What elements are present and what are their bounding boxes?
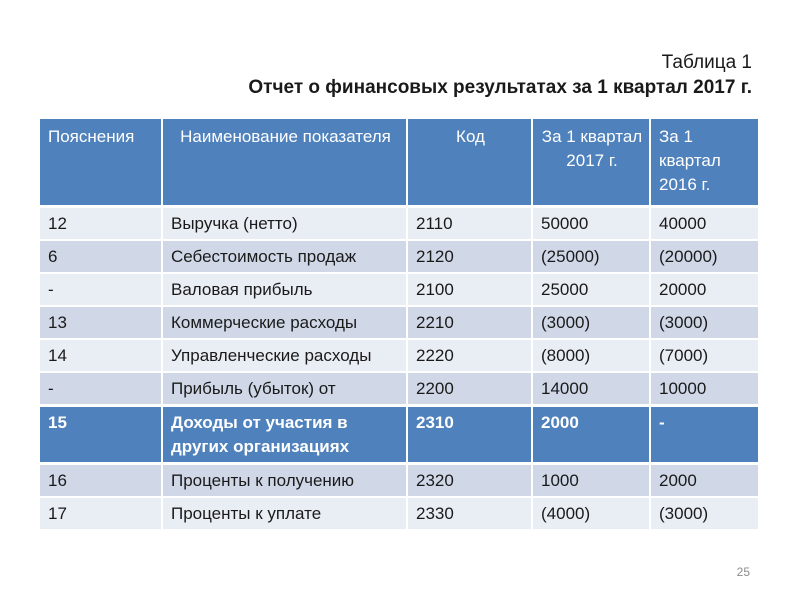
cell-note: - <box>39 273 162 306</box>
table-label: Таблица 1 <box>661 52 752 73</box>
cell-2016: 2000 <box>650 464 759 498</box>
cell-2016: (3000) <box>650 306 759 339</box>
cell-indicator: Коммерческие расходы <box>162 306 407 339</box>
cell-note: - <box>39 372 162 406</box>
cell-code: 2330 <box>407 497 532 530</box>
table-row <box>39 207 759 241</box>
cell-note: 12 <box>39 207 162 241</box>
cell-indicator: Проценты к уплате <box>162 497 407 530</box>
cell-2017: 2000 <box>532 406 650 464</box>
cell-2017: 25000 <box>532 273 650 306</box>
cell-indicator: Выручка (нетто) <box>162 207 407 241</box>
header-indicator-name: Наименование показателя <box>162 118 407 207</box>
financial-results-table <box>38 117 760 531</box>
header-q1-2017: За 1 квартал 2017 г. <box>532 118 650 207</box>
cell-2017: 14000 <box>532 372 650 406</box>
cell-code: 2110 <box>407 207 532 241</box>
cell-code: 2100 <box>407 273 532 306</box>
report-title: Отчет о финансовых результатах за 1 квартал 2017 г. <box>248 77 752 98</box>
cell-2016: (3000) <box>650 497 759 530</box>
cell-indicator: Прибыль (убыток) от <box>162 372 407 406</box>
cell-indicator: Себестоимость продаж <box>162 240 407 273</box>
cell-2016: - <box>650 406 759 464</box>
cell-indicator: Проценты к получению <box>162 464 407 498</box>
cell-code: 2320 <box>407 464 532 498</box>
table-row <box>39 464 759 498</box>
table-row <box>39 497 759 530</box>
cell-note: 17 <box>39 497 162 530</box>
cell-2017: (8000) <box>532 339 650 372</box>
header-code: Код <box>407 118 532 207</box>
cell-indicator: Управленческие расходы <box>162 339 407 372</box>
cell-indicator: Валовая прибыль <box>162 273 407 306</box>
cell-2016: (7000) <box>650 339 759 372</box>
cell-2017: 50000 <box>532 207 650 241</box>
table-row <box>39 339 759 372</box>
cell-code: 2310 <box>407 406 532 464</box>
table-row <box>39 273 759 306</box>
cell-indicator: Доходы от участия в других организациях <box>162 406 407 464</box>
table-row <box>39 306 759 339</box>
cell-code: 2210 <box>407 306 532 339</box>
header-notes: Пояснения <box>39 118 162 207</box>
cell-code: 2200 <box>407 372 532 406</box>
table-header-row <box>39 118 759 207</box>
cell-note: 13 <box>39 306 162 339</box>
cell-note: 15 <box>39 406 162 464</box>
cell-code: 2120 <box>407 240 532 273</box>
slide-heading <box>248 50 752 100</box>
header-q1-2016: За 1 квартал 2016 г. <box>650 118 759 207</box>
table-row-highlighted <box>39 406 759 464</box>
cell-2016: 10000 <box>650 372 759 406</box>
cell-2016: (20000) <box>650 240 759 273</box>
cell-note: 6 <box>39 240 162 273</box>
table-row <box>39 372 759 406</box>
cell-2016: 40000 <box>650 207 759 241</box>
cell-code: 2220 <box>407 339 532 372</box>
cell-note: 16 <box>39 464 162 498</box>
cell-note: 14 <box>39 339 162 372</box>
cell-2017: (25000) <box>532 240 650 273</box>
cell-2017: 1000 <box>532 464 650 498</box>
cell-2017: (4000) <box>532 497 650 530</box>
cell-2016: 20000 <box>650 273 759 306</box>
page-number: 25 <box>736 565 750 579</box>
cell-2017: (3000) <box>532 306 650 339</box>
table-row <box>39 240 759 273</box>
